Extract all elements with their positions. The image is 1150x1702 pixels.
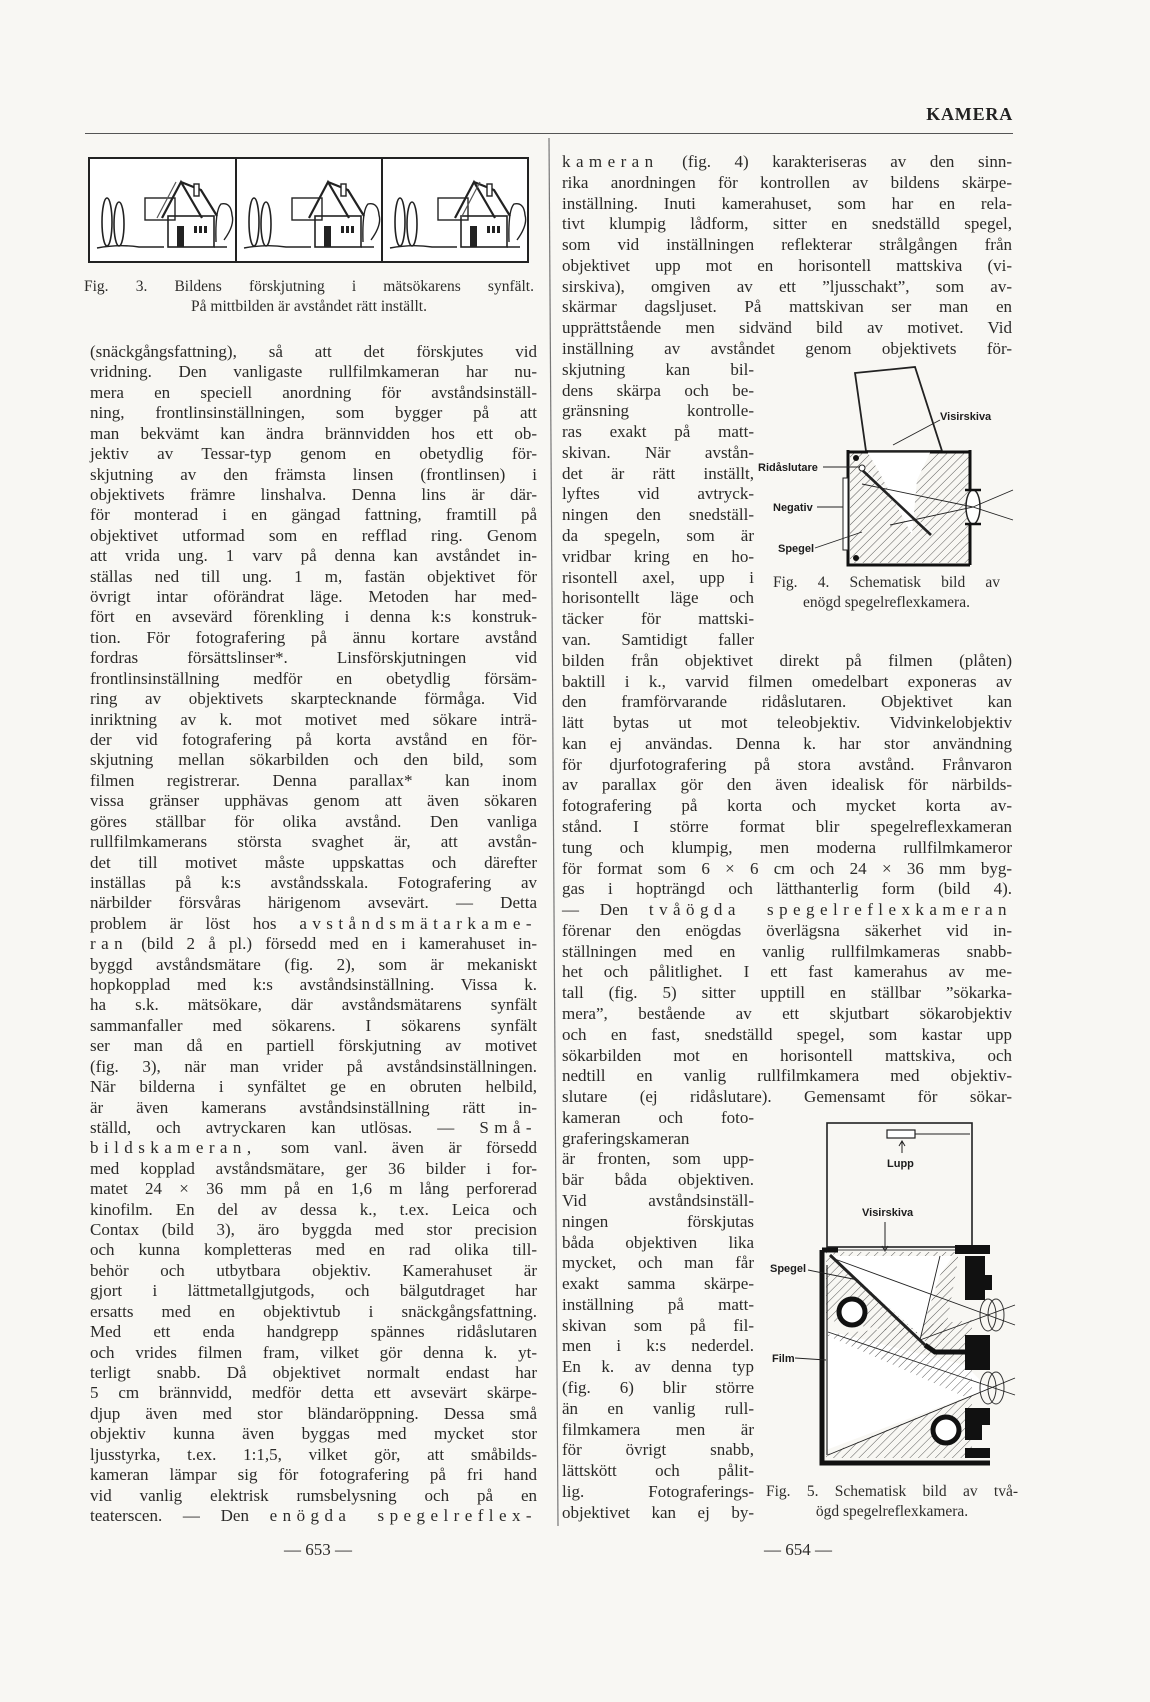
- text-line: tung och klumpig, men moderna rullfilmkameror: [562, 837, 1012, 857]
- text-line: objektivets främre linshalva. Denna lins är där-: [90, 484, 537, 504]
- text-line: ser man då en partiell förskjutning av motivet: [90, 1036, 537, 1056]
- text-line: En k. av denna typ: [562, 1357, 754, 1377]
- text-line: skjutning av den främsta linsen (frontlinsen) i: [90, 464, 537, 484]
- text-line: jektiv av Tessar-typ genom en obetydlig för-: [90, 444, 537, 464]
- text-line: objektivet utformad som en refflad ring. Genom: [90, 525, 537, 545]
- text-line: mycket, och man får: [562, 1253, 754, 1273]
- text-line: är även kamerans avståndsinställning rätt in-: [90, 1097, 537, 1117]
- text-line: övrigt intar oförändrat läge. Metoden har med-: [90, 587, 537, 607]
- text-line: objektivet kan ej by-: [562, 1502, 754, 1522]
- text-line: gjort i lättmetallgjutgods, och bälgutdraget har: [90, 1281, 537, 1301]
- text-line: ställas ned till ung. 1 m, fastän objektivet för: [90, 566, 537, 586]
- text-line: skjutning kan bil-: [562, 359, 754, 379]
- text-line: tivt klumpig lådform, sitter en snedställd spegel,: [562, 214, 1012, 234]
- text-line: risontell axel, upp i: [562, 567, 754, 587]
- text-line: mera”, bestående av ett skjutbart sökarobjektiv: [562, 1003, 1012, 1023]
- text-line: och vrides filmen fram, vilket gör denna k. yt-: [90, 1342, 537, 1362]
- text-line: skärmar dagsljuset. På mattskivan ser man en: [562, 297, 1012, 317]
- text-line: (fig. 6) blir större: [562, 1378, 754, 1398]
- text-line: ha s.k. mätsökare, där avståndsmätarens synfält: [90, 995, 537, 1015]
- text-line: rullfilmkamerans största svaghet är, att avstån-: [90, 832, 537, 852]
- text-line: nedtill en vanlig rullfilmkamera med objektiv-: [562, 1066, 1012, 1086]
- text-line: matet 24 × 36 mm på en 1,6 m lång perforerad: [90, 1179, 537, 1199]
- spaced-emphasis-text: tvåögda spegelreflexkameran: [648, 900, 1012, 920]
- text-line: gränsning kontrolle-: [562, 401, 754, 421]
- label-visirskiva: Visirskiva: [862, 1207, 914, 1219]
- text-line: är fronten, som upp-: [562, 1149, 754, 1169]
- text-line: der vid fotografering på korta avstånd en för-: [90, 729, 537, 749]
- text-line: stånd. I större format blir spegelreflexkameran: [562, 816, 1012, 836]
- text-line: baktill i k., varvid filmen omedelbart exponeras av: [562, 671, 1012, 691]
- figure-3-caption-line-2: På mittbilden är avståndet rätt inställt.: [191, 298, 427, 315]
- text-line: filmen registrerar. Denna parallax* kan inom: [90, 770, 537, 790]
- text-line: objektivet upp mot en horisontell mattskiva (vi-: [562, 255, 1012, 275]
- text-segment: teaterscen. — Den: [90, 1505, 270, 1525]
- text-line: tion. För fotografering på ännu kortare avstånd: [90, 627, 537, 647]
- text-line: det är rätt inställt,: [562, 463, 754, 483]
- text-line: fordras försättslinser*. Linsförskjutningen vid: [90, 648, 537, 668]
- text-line: terligt snabb. Då objektivet normalt endast har: [90, 1363, 537, 1382]
- spaced-emphasis-text: ran: [90, 934, 129, 954]
- text-line: När bilderna i synfältet ge en obruten helbild,: [90, 1077, 537, 1097]
- text-line: inställning. Inuti kamerahuset, som har en rela-: [562, 193, 1012, 213]
- figure-4-caption-line-2: enögd spegelreflexkamera.: [803, 594, 970, 611]
- label-ridaslutare: Ridåslutare: [758, 462, 818, 474]
- text-line: som vid inställningen reflekterar strålgången från: [562, 235, 1012, 255]
- text-segment: problem är löst hos: [90, 913, 300, 933]
- label-film: Film: [772, 1353, 795, 1365]
- text-line: ningen den snedställ-: [562, 505, 754, 525]
- spaced-emphasis-text: avståndsmätarkame-: [299, 913, 537, 933]
- label-negativ: Negativ: [773, 502, 813, 514]
- text-line: och en fast, snedställd spegel, som kastar upp: [562, 1024, 1012, 1044]
- text-line: (snäckgångsfattning), så att det förskjutes vid: [90, 342, 537, 361]
- text-line: men i k:s nederdel.: [562, 1336, 754, 1356]
- figure-5-caption-line-2: ögd spegelreflexkamera.: [815, 1503, 969, 1520]
- spaced-emphasis-text: kameran: [562, 152, 659, 171]
- text-line: [562, 900, 1012, 921]
- text-line: frontlinsinställning medför en obetydlig försäm-: [90, 668, 537, 688]
- text-segment: som vanl. även är försedd: [256, 1138, 537, 1158]
- text-line: [90, 1118, 537, 1139]
- text-line: skivan som på fil-: [562, 1315, 754, 1335]
- text-line: van. Samtidigt faller: [562, 629, 754, 649]
- text-line: sammanfaller med sökarens. I sökarens synfält: [90, 1015, 537, 1035]
- text-line: för format som 6 × 6 cm och 24 × 36 mm byg-: [562, 858, 1012, 878]
- text-line: [562, 152, 1012, 173]
- figure-4-caption-line-1: Fig. 4. Schematisk bild av: [773, 574, 1000, 591]
- text-line: Vid avståndsinställ-: [562, 1191, 754, 1210]
- text-line: [90, 934, 537, 955]
- text-line: slutare (ej ridåslutare). Gemensamt för sökar-: [562, 1087, 1012, 1107]
- text-line: för övrigt snabb,: [562, 1440, 754, 1460]
- text-line: ställningen med en vanlig rullfilmkameras snabb-: [562, 941, 1012, 961]
- text-line: kinofilm. En del av dessa k., t.ex. Leica och: [90, 1199, 537, 1219]
- text-line: av parallax gör den även idealisk för närbilds-: [562, 775, 1012, 795]
- text-line: för djurfotografering på stora avstånd. Frånvaron: [562, 754, 1012, 774]
- label-lupp: Lupp: [887, 1158, 914, 1170]
- text-line: [90, 1506, 537, 1527]
- text-line: exakt samma skärpe-: [562, 1274, 754, 1294]
- figure-4-single-lens-reflex-diagram: [745, 360, 1017, 572]
- text-line: täcker för mattski-: [562, 609, 754, 629]
- text-line: skjutning mellan sökarbilden och den bild, som: [90, 750, 537, 770]
- text-line: ning, frontlinsinställningen, som bygger på att: [90, 403, 537, 423]
- text-line: 5 cm brännvidd, medför detta ett avsevärt skärpe-: [90, 1383, 537, 1403]
- text-line: bilden från objektivet direkt på filmen (plåten): [562, 650, 1012, 670]
- text-line: skivan. När avstån-: [562, 442, 754, 462]
- text-line: filmkamera men är: [562, 1419, 754, 1439]
- text-line: graferingskameran: [562, 1128, 690, 1148]
- text-line: inställas på k:s avståndsskala. Fotografering av: [90, 872, 537, 892]
- text-line: närbilder försvåras härigenom avsevärt. — Detta: [90, 893, 537, 913]
- text-segment: (fig. 4) karakteriseras av den sinn-: [658, 152, 1012, 171]
- section-title: KAMERA: [926, 104, 1013, 124]
- text-line: båda objektiven lika: [562, 1232, 754, 1252]
- text-line: hopkopplad med k:s avståndsinställning. Vissa k.: [90, 975, 537, 995]
- text-line: Contax (bild 3), äro byggda med stor precision: [90, 1220, 537, 1240]
- text-line: kan ej användas. Denna k. har stor användning: [562, 733, 1012, 753]
- text-line: djup även med stor bländaröppning. Dessa små: [90, 1403, 537, 1423]
- text-segment: — Den: [562, 900, 649, 920]
- text-line: ljusstyrka, t.ex. 1:1,5, vilket gör, att småbilds-: [90, 1444, 537, 1464]
- text-line: lättskött och pålit-: [562, 1461, 754, 1481]
- text-segment: ställd, och avtryckaren kan utlösas. —: [90, 1117, 480, 1137]
- label-spegel: Spegel: [770, 1263, 807, 1275]
- text-line: göres ställbar för olika avstånd. Den vanliga: [90, 811, 537, 831]
- text-line: da spegeln, som är: [562, 526, 754, 546]
- text-line: lyftes vid avtryck-: [562, 484, 754, 504]
- text-line: dens skärpa och be-: [562, 380, 754, 400]
- text-line: man bekvämt kan ändra brännvidden hos ett ob-: [90, 423, 537, 443]
- page-number-left: — 653 —: [284, 1540, 352, 1559]
- text-line: (fig. 3), när man vrider på avståndsinställningen.: [90, 1056, 537, 1076]
- text-line: het och pålitlighet. I ett fast kamerahus av me-: [562, 962, 1012, 982]
- text-line: [90, 914, 537, 935]
- text-line: inställning på matt-: [562, 1294, 754, 1314]
- figure-5-caption-line-1: Fig. 5. Schematisk bild av två-: [766, 1483, 1018, 1500]
- text-line: mera en speciell anordning för avståndsinställ-: [90, 382, 537, 402]
- text-line: Med ett enda handgrepp spännes ridåslutaren: [90, 1322, 537, 1342]
- text-line: det till motivet måste uppskattas och därefter: [90, 852, 537, 872]
- text-line: ersatts med en objektivtub i snäckgångsfattning.: [90, 1301, 537, 1321]
- text-line: gas i hopträngd och lätthanterlig form (bild 4).: [562, 879, 1012, 899]
- text-line: bär båda objektiven.: [562, 1170, 754, 1190]
- text-line: för monterad i en gängad fattning, framtill på: [90, 505, 537, 525]
- text-line: byggd avståndsmätare (fig. 2), som är mekaniskt: [90, 954, 537, 974]
- text-line: att vrida ung. 1 varv på denna kan avståndet in-: [90, 546, 537, 566]
- spaced-emphasis-text: Små-: [479, 1117, 537, 1137]
- text-line: [90, 1138, 537, 1159]
- text-line: tall (fig. 5) sitter upptill en ställbar ”sökarka-: [562, 983, 1012, 1003]
- text-line: ningen förskjutas: [562, 1211, 754, 1231]
- text-line: kameran och foto-: [562, 1107, 754, 1127]
- text-line: lätt bytas ut mot teleobjektiv. Vidvinkelobjektiv: [562, 713, 1012, 733]
- label-visirskiva: Visirskiva: [940, 411, 992, 423]
- spaced-emphasis-text: enögda spegelreflex-: [269, 1505, 537, 1525]
- spaced-emphasis-text: bildskameran,: [90, 1138, 257, 1158]
- figure-5-twin-lens-reflex-diagram: [765, 1118, 1017, 1470]
- text-line: inriktning av k. mot motivet med sökare inträ-: [90, 709, 537, 729]
- text-line: ring av objektivets skarptecknande förmåga. Vid: [90, 689, 537, 709]
- text-line: horisontellt läge och: [562, 588, 754, 608]
- text-line: än en vanlig rull-: [562, 1398, 754, 1418]
- text-line: inställning av avståndet genom objektivets för-: [562, 339, 1012, 359]
- text-line: fört en avsevärd förenkling i denna k:s konstruk-: [90, 607, 537, 627]
- text-line: den framförvarande ridåslutaren. Objektivet kan: [562, 692, 1012, 712]
- text-line: lig. Fotograferings-: [562, 1481, 754, 1501]
- text-line: ras exakt på matt-: [562, 422, 754, 442]
- text-line: kameran lämpar sig för fotografering på fri hand: [90, 1465, 537, 1485]
- figure-3-caption-line-1: Fig. 3. Bildens förskjutning i mätsökarens synfält.: [84, 278, 534, 295]
- text-line: sökarbilden mot en horisontell mattskiva, och: [562, 1045, 1012, 1065]
- text-line: fotografering på korta och mycket korta av-: [562, 796, 1012, 816]
- text-line: förenar den enögdas överlägsna säkerhet vid in-: [562, 920, 1012, 940]
- text-line: objektiv kunna även byggas med mycket stor: [90, 1424, 537, 1444]
- text-line: vridning. Den vanligaste rullfilmkameran har nu-: [90, 362, 537, 382]
- header-rule: [85, 133, 1013, 134]
- text-line: vridbar kring en ho-: [562, 546, 754, 566]
- text-line: med kopplad avståndsmätare, ger 36 bilder i for-: [90, 1158, 537, 1178]
- text-segment: (bild 2 å pl.) försedd med en i kamerahuset in-: [128, 934, 537, 954]
- text-line: sirskiva), omgiven av ett ”ljusschakt”, som av-: [562, 276, 1012, 296]
- figure-3-rangefinder-views: [86, 155, 532, 267]
- text-line: rika anordningen för kontrollen av bildens skärpe-: [562, 172, 1012, 192]
- text-line: vid vanlig elektrisk rumsbelysning och på en: [90, 1485, 537, 1505]
- label-spegel: Spegel: [778, 543, 815, 555]
- text-line: upprättstående men sidvänd bild av motivet. Vid: [562, 318, 1012, 338]
- text-line: och kunna kompletteras med en rad olika till-: [90, 1240, 537, 1260]
- page-number-right: — 654 —: [764, 1540, 832, 1559]
- text-line: vissa gränser upphävas genom att även sökaren: [90, 791, 537, 811]
- text-line: behör och utbytbara objektiv. Kamerahuset är: [90, 1260, 537, 1280]
